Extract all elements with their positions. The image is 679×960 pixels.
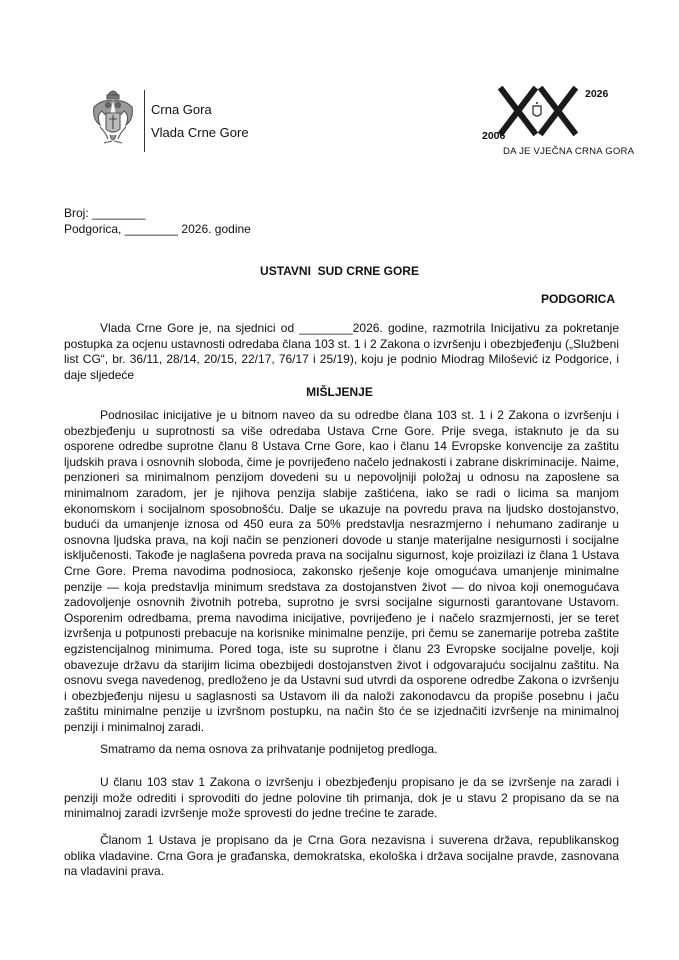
intro-paragraph — [64, 321, 619, 383]
body-paragraph-4 — [64, 833, 619, 880]
body-paragraph-3 — [64, 775, 619, 822]
paragraph-text: Članom 1 Ustava je propisano da je Crna Gora nezavisna i suverena država, republikanskog oblika vladavine. Crna Gora je građanska, demokratska, ekološka i država socijalne pravde, zasnovana na vladavini prava. — [64, 833, 619, 879]
document-number: Broj: ________ — [64, 206, 146, 220]
anniversary-year-start: 2006 — [482, 130, 506, 142]
paragraph-text: Podnosilac inicijative je u bitnom naveo da su odredbe člana 103 st. 1 i 2 Zakona o izvršenju i obezbjeđenju u suprotnosti sa više odredaba Ustava Crne Gore. Prije svega, istaknuto je da su osporene odredbe suprotne članu 8 Ustava Crne Gore, kao i članu 14 Evropske konvencije za zaštitu ljudskih prava i osnovnih sloboda, čime je povrijeđeno načelo jednakosti i zabrane diskriminacije. Naime, penzioneri sa minimalnom penzijom dovedeni su u nepovoljniji položaj u odnosu na zaposlene sa minimalnom zaradom, jer je njihova penzija slabije zaštićena, iako se radi o licima sa manjom ekonomskom i socijalnom sposobnošću. Dalje se ukazuje na povredu prava na ljudsko dostojanstvo, budući da umanjenje iznosa od 450 eura za 50% predstavlja nesrazmjerno i nehumano zadiranje u osnovna ljudska prava, na koji način se penzioneri dovode u stanje materijalne nesigurnosti i socijalne isključenosti. Takođe je naglašena povreda prava na socijalnu sigurnost, koje proizilazi iz člana 1 Ustava Crne Gore. Prema navodima podnosioca, zakonsko rješenje koje omogućava umanjenje minimalne penzije — koja predstavlja minimum sredstava za dostojanstven život — do nivoa koji onemogućava zadovoljenje osnovnih životnih potreba, suprotno je svrsi socijalne sigurnosti garantovane Ustavom. Osporenim odredbama, prema navodima inicijative, povrijeđeno je i načelo srazmjernosti, jer se teret izvršenja u potpunosti prebacuje na korisnike minimalne penzije, pri čemu se zanemarije potreba zaštite egzistencijalnog minimuma. Pored toga, iste su suprotne i članu 23 Evropske socijalne povelje, koji obavezuje državu da starijim licima obezbijedi dostojanstven život i odgovarajuću socijalnu zaštitu. Na osnovu svega navedenog, predloženo je da Ustavni sud utvrdi da osporene odredbe Zakona o izvršenju i obezbjeđenju nijesu u saglasnosti sa Ustavom ili da naloži zakonodavcu da propiše posebnu i jaču zaštitu minimalne penzije u izvršnom postupku, na način što će se izjednačiti izvršenje na minimalnoj penziji i minimalnoj zaradi. — [64, 408, 619, 734]
addressee-city: PODGORICA — [540, 292, 615, 306]
place-date: Podgorica, ________ 2026. godine — [64, 222, 251, 236]
body-paragraph-1 — [64, 408, 619, 735]
intro-text: Vlada Crne Gore je, na sjednici od ________2026. godine, razmotrila Inicijativu za pokretanje postupka za ocjenu ustavnosti odredaba člana 103 st. 1 i 2 Zakona o izvršenju i obezbjeđenju („Službeni list CG“, br. 36/11, 28/14, 20/15, 22/17, 76/17 i 25/19), koju je podnio Miodrag Milošević iz Podgorice, i daje sljedeće — [64, 321, 619, 382]
coat-of-arms-icon — [88, 85, 138, 151]
anniversary-year-end: 2026 — [585, 88, 609, 100]
opinion-title: MIŠLJENJE — [306, 385, 373, 399]
org-line-government: Vlada Crne Gore — [151, 125, 249, 140]
paragraph-text: Smatramo da nema osnova za prihvatanje podnijetog predloga. — [100, 742, 438, 756]
anniversary-tagline: DA JE VJEČNA CRNA GORA — [503, 146, 635, 157]
addressee-court: USTAVNI SUD CRNE GORE — [260, 264, 419, 278]
org-line-country: Crna Gora — [151, 102, 212, 117]
paragraph-text: U članu 103 stav 1 Zakona o izvršenju i obezbjeđenju propisano je da se izvršenje na zaradi i penziji može odrediti i sprovoditi do jedne polovine tih primanja, dok je u stavu 2 propisano da se na minimalnoj zaradi izvršenje može sprovesti do jedne trećine te zarade. — [64, 775, 619, 821]
body-paragraph-2 — [64, 742, 619, 758]
anniversary-logo — [482, 84, 635, 164]
header-divider — [144, 90, 145, 152]
